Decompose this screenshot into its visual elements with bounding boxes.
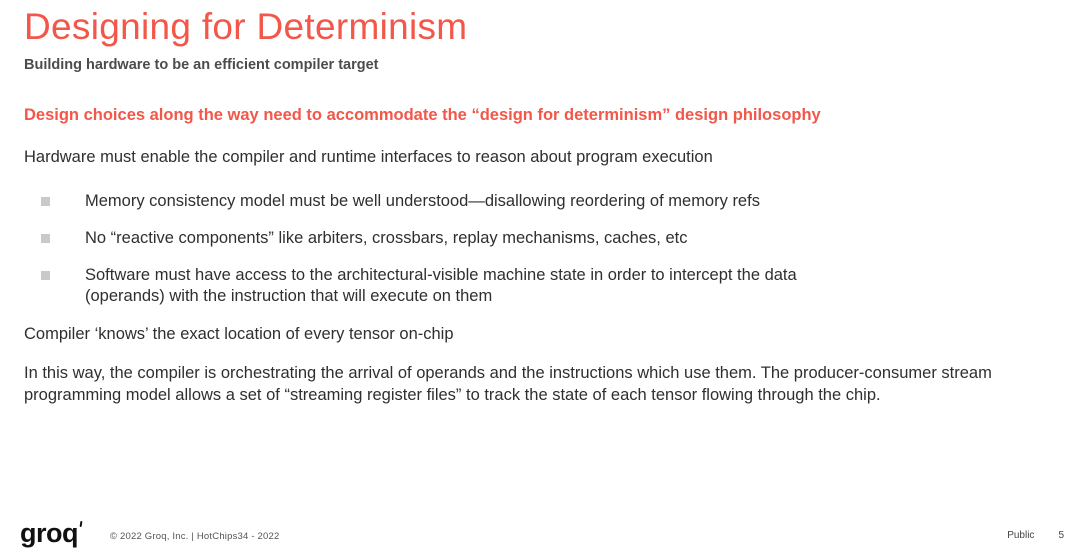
slide-title: Designing for Determinism	[24, 6, 468, 47]
bullet-text: Memory consistency model must be well understood—disallowing reordering of memory refs	[85, 191, 760, 210]
square-bullet-icon	[41, 197, 50, 206]
footer-right	[1007, 530, 1064, 547]
bullet-text: Software must have access to the architectural-visible machine state in order to intercept the data (operands) with the instruction that will execute on them	[85, 265, 797, 305]
bullet-text: No “reactive components” like arbiters, crossbars, replay mechanisms, caches, etc	[85, 228, 688, 247]
groq-logo: groq	[20, 518, 78, 548]
square-bullet-icon	[41, 234, 50, 243]
list-item	[24, 191, 1056, 212]
square-bullet-icon	[41, 271, 50, 280]
slide-subtitle: Building hardware to be an efficient compiler target	[24, 56, 379, 73]
page-number: 5	[1058, 530, 1064, 541]
closing-paragraph: In this way, the compiler is orchestrating the arrival of operands and the instructions which use them. The producer-consumer stream programming model allows a set of “streaming register files” to track the state of each tensor flowing through the chip.	[24, 363, 992, 404]
slide-content	[0, 6, 1080, 406]
copyright-text: © 2022 Groq, Inc. | HotChips34 - 2022	[110, 531, 280, 542]
emphasis-line: Design choices along the way need to accommodate the “design for determinism” design philosophy	[24, 105, 821, 124]
slide-footer	[20, 520, 1064, 547]
bullet-list	[24, 191, 1056, 307]
compiler-line: Compiler ‘knows’ the exact location of every tensor on-chip	[24, 324, 454, 343]
intro-line: Hardware must enable the compiler and runtime interfaces to reason about program execution	[24, 147, 713, 166]
list-item	[24, 228, 1056, 249]
list-item	[24, 265, 1056, 307]
classification-label: Public	[1007, 530, 1035, 541]
